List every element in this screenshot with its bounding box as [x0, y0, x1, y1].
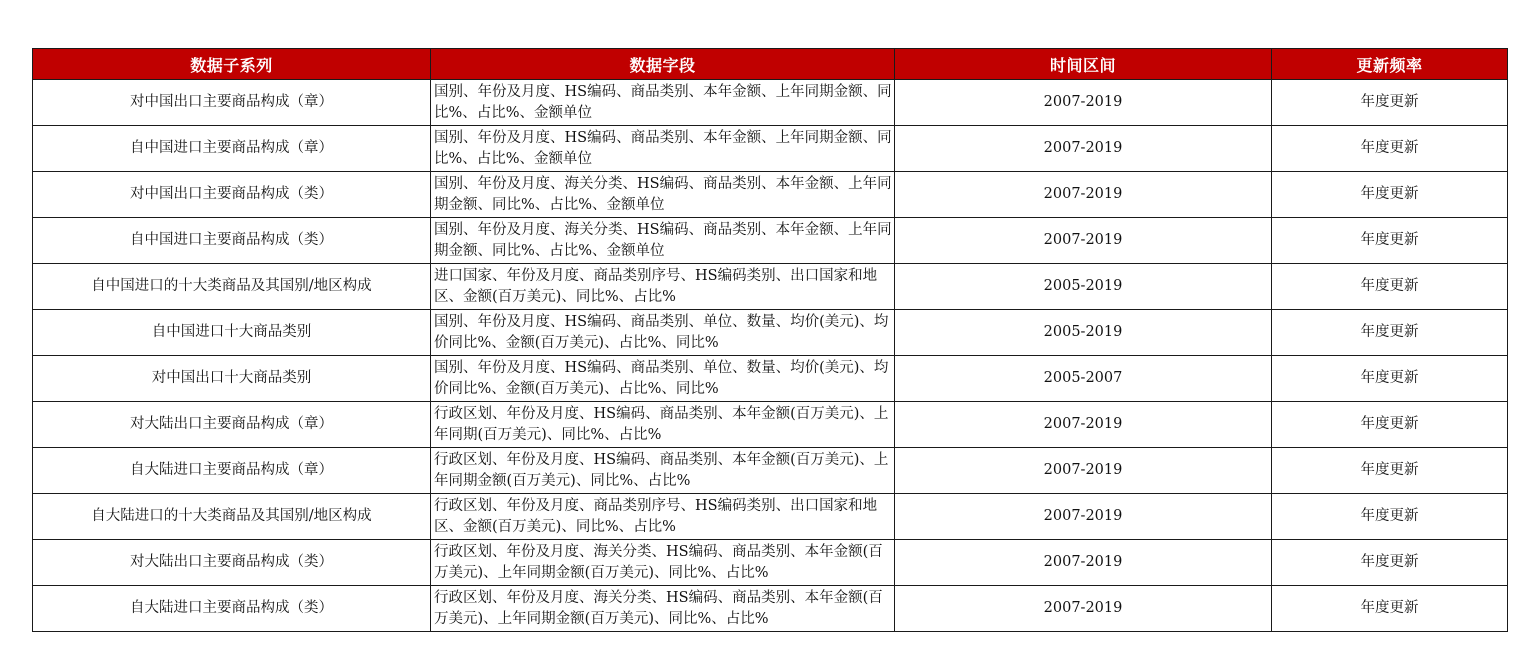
fields-cell: 行政区划、年份及月度、HS编码、商品类别、本年金额(百万美元)、上年同期(百万美元)、同比%、占比% [431, 402, 895, 448]
table-row [33, 540, 1508, 586]
fields-cell: 国别、年份及月度、HS编码、商品类别、本年金额、上年同期金额、同比%、占比%、金额单位 [431, 80, 895, 126]
frequency-cell: 年度更新 [1272, 494, 1508, 540]
frequency-cell: 年度更新 [1272, 310, 1508, 356]
fields-cell: 国别、年份及月度、HS编码、商品类别、本年金额、上年同期金额、同比%、占比%、金额单位 [431, 126, 895, 172]
table-row [33, 310, 1508, 356]
table-row [33, 126, 1508, 172]
header-update-frequency: 更新频率 [1272, 49, 1508, 80]
fields-cell: 国别、年份及月度、HS编码、商品类别、单位、数量、均价(美元)、均价同比%、金额(百万美元)、占比%、同比% [431, 310, 895, 356]
series-cell: 对大陆出口主要商品构成（章） [33, 402, 431, 448]
series-cell: 对中国出口十大商品类别 [33, 356, 431, 402]
table-row [33, 356, 1508, 402]
series-cell: 对中国出口主要商品构成（类） [33, 172, 431, 218]
series-cell: 对大陆出口主要商品构成（类） [33, 540, 431, 586]
series-cell: 自中国进口主要商品构成（类） [33, 218, 431, 264]
frequency-cell: 年度更新 [1272, 264, 1508, 310]
table-row [33, 448, 1508, 494]
series-cell: 自大陆进口主要商品构成（类） [33, 586, 431, 632]
frequency-cell: 年度更新 [1272, 80, 1508, 126]
time-range-cell: 2007-2019 [895, 126, 1272, 172]
frequency-cell: 年度更新 [1272, 218, 1508, 264]
frequency-cell: 年度更新 [1272, 540, 1508, 586]
fields-cell: 进口国家、年份及月度、商品类别序号、HS编码类别、出口国家和地区、金额(百万美元)、同比%、占比% [431, 264, 895, 310]
table-row [33, 80, 1508, 126]
frequency-cell: 年度更新 [1272, 172, 1508, 218]
table-row [33, 172, 1508, 218]
table-row [33, 218, 1508, 264]
time-range-cell: 2007-2019 [895, 218, 1272, 264]
time-range-cell: 2007-2019 [895, 80, 1272, 126]
time-range-cell: 2007-2019 [895, 172, 1272, 218]
table-header-row [33, 49, 1508, 80]
series-cell: 自中国进口主要商品构成（章） [33, 126, 431, 172]
table-row [33, 264, 1508, 310]
fields-cell: 国别、年份及月度、海关分类、HS编码、商品类别、本年金额、上年同期金额、同比%、占比%、金额单位 [431, 218, 895, 264]
table-row [33, 586, 1508, 632]
frequency-cell: 年度更新 [1272, 586, 1508, 632]
time-range-cell: 2007-2019 [895, 494, 1272, 540]
table-row [33, 494, 1508, 540]
time-range-cell: 2005-2007 [895, 356, 1272, 402]
data-series-table [32, 48, 1508, 632]
fields-cell: 行政区划、年份及月度、海关分类、HS编码、商品类别、本年金额(百万美元)、上年同期金额(百万美元)、同比%、占比% [431, 586, 895, 632]
fields-cell: 行政区划、年份及月度、商品类别序号、HS编码类别、出口国家和地区、金额(百万美元)、同比%、占比% [431, 494, 895, 540]
header-time-range: 时间区间 [895, 49, 1272, 80]
time-range-cell: 2007-2019 [895, 402, 1272, 448]
fields-cell: 行政区划、年份及月度、HS编码、商品类别、本年金额(百万美元)、上年同期金额(百万美元)、同比%、占比% [431, 448, 895, 494]
series-cell: 对中国出口主要商品构成（章） [33, 80, 431, 126]
time-range-cell: 2007-2019 [895, 448, 1272, 494]
time-range-cell: 2007-2019 [895, 540, 1272, 586]
header-series: 数据子系列 [33, 49, 431, 80]
fields-cell: 国别、年份及月度、HS编码、商品类别、单位、数量、均价(美元)、均价同比%、金额(百万美元)、占比%、同比% [431, 356, 895, 402]
frequency-cell: 年度更新 [1272, 448, 1508, 494]
frequency-cell: 年度更新 [1272, 402, 1508, 448]
time-range-cell: 2005-2019 [895, 310, 1272, 356]
table-row [33, 402, 1508, 448]
time-range-cell: 2007-2019 [895, 586, 1272, 632]
time-range-cell: 2005-2019 [895, 264, 1272, 310]
frequency-cell: 年度更新 [1272, 126, 1508, 172]
fields-cell: 行政区划、年份及月度、海关分类、HS编码、商品类别、本年金额(百万美元)、上年同期金额(百万美元)、同比%、占比% [431, 540, 895, 586]
series-cell: 自大陆进口主要商品构成（章） [33, 448, 431, 494]
series-cell: 自中国进口十大商品类别 [33, 310, 431, 356]
frequency-cell: 年度更新 [1272, 356, 1508, 402]
fields-cell: 国别、年份及月度、海关分类、HS编码、商品类别、本年金额、上年同期金额、同比%、占比%、金额单位 [431, 172, 895, 218]
series-cell: 自中国进口的十大类商品及其国别/地区构成 [33, 264, 431, 310]
header-fields: 数据字段 [431, 49, 895, 80]
series-cell: 自大陆进口的十大类商品及其国别/地区构成 [33, 494, 431, 540]
